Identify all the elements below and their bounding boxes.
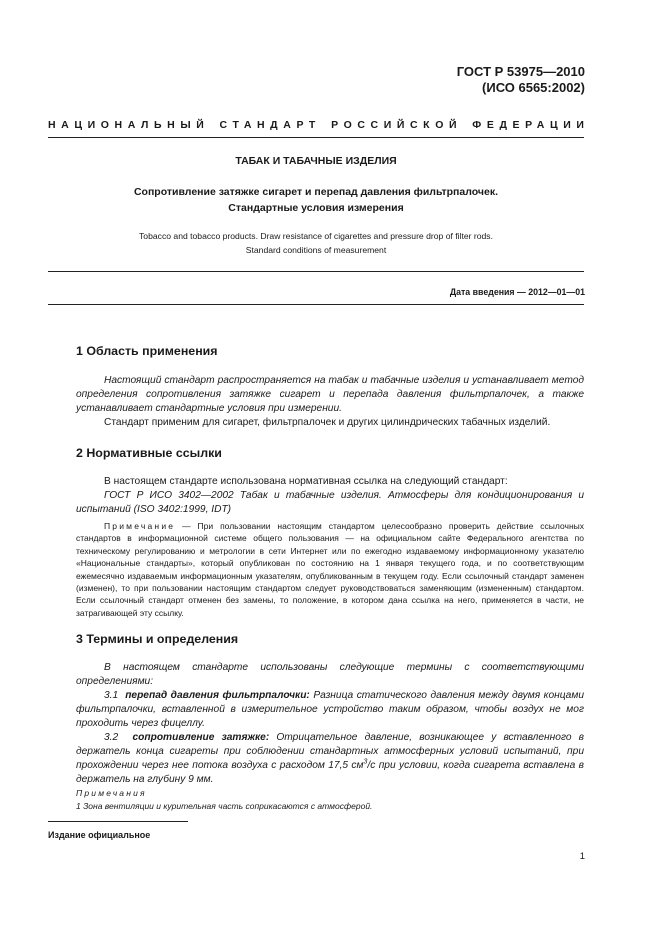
gost-number: ГОСТ Р 53975—2010 [456,64,585,79]
section-3-paragraph: В настоящем стандарте использованы следующие термины с соответствующими определениями: [76,662,584,687]
document-subtitle [48,184,584,216]
gost-designation [457,64,585,96]
term-definition [76,689,584,731]
section-2-note [76,520,584,619]
standard-word: РОССИЙСКОЙ [331,119,463,131]
footer-rule [48,821,188,822]
note-item: 1 Зона вентиляции и курительная часть соприкасаются с атмосферой. [76,801,373,811]
note-text: — При пользовании настоящим стандартом целесообразно проверить действие ссылочных стандартов в информационной системе общего пользования — на официальном сайте Федерального агентства по техническому регулированию и метрологии в сети Интернет или по ежегодно издаваемому информационному указателю «Национальные стандарты», который опубликован по состоянию на 1 января текущего года, и по соответствующим ежемесячно издаваемым информационным указателям, опубликованным в текущем году. Если ссылочный стандарт заменен (изменен), то при пользовании настоящим стандартом следует руководствоваться заменяющим (измененным) стандартом. Если ссылочный стандарт отменен без замены, то положение, в котором дана ссылка на него, применяется в части, не затрагивающей эту ссылку. [76,521,584,618]
title-rule [48,271,584,272]
standard-line [48,119,590,131]
section-3-heading: 3 Термины и определения [76,632,239,646]
standard-word: ФЕДЕРАЦИИ [472,119,590,131]
edition-label: Издание официальное [48,830,151,840]
page-number: 1 [579,851,585,862]
section-2-heading: 2 Нормативные ссылки [76,446,222,460]
date-rule [48,304,584,305]
section-3-body [76,661,584,787]
notes-label: Примечания [76,788,147,798]
term-text: Отрицательное давление, возникающее у вставленного в держатель конца сигареты при соблюдении стандартных атмосферных условий испытаний, при прохождении через нее потока воздуха с расходом 17,5 см [76,732,584,771]
term-name: перепад давления фильтрпалочки: [125,690,310,701]
section-1-paragraph: Стандарт применим для сигарет, фильтрпалочек и других цилиндрических табачных изделий. [104,417,551,428]
section-2-paragraph: В настоящем стандарте использована нормативная ссылка на следующий стандарт: [104,476,508,487]
english-title [48,229,584,257]
english-title-line: Tobacco and tobacco products. Draw resistance of cigarettes and pressure drop of filter rods. [139,231,493,241]
term-definition [76,731,584,787]
term-text: Разница статического давления между двумя концами фильтрпалочки, вставленной в измерительное устройство таким образом, чтобы воздух не мог проходить через фицеллу. [76,690,584,729]
section-1-paragraph: Настоящий стандарт распространяется на табак и табачные изделия и устанавливает метод определения сопротивления затяжке сигарет и перепада давления фильтрпалочек, а также устанавливает стандартные условия при измерении. [76,375,584,414]
term-name: сопротивление затяжке: [132,732,270,743]
section-1-body [76,374,584,430]
standard-word: НАЦИОНАЛЬНЫЙ [48,119,210,131]
english-title-line: Standard conditions of measurement [245,245,387,255]
note-label: Примечание [104,521,176,531]
section-2-body [76,475,584,517]
header-rule [48,137,584,138]
section-3-notes [76,787,584,813]
superscript: 3 [363,758,368,766]
subtitle-line: Сопротивление затяжке сигарет и перепад давления фильтрпалочек. [133,186,499,198]
section-1-heading: 1 Область применения [76,344,218,358]
term-number: 3.1 [104,690,119,701]
standard-word: СТАНДАРТ [219,119,321,131]
introduction-date: Дата введения — 2012—01—01 [449,287,585,297]
term-text: /с при условии, когда сигарета вставлена в держатель на глубину 9 мм. [76,760,584,785]
iso-number: (ИСО 6565:2002) [482,80,585,95]
subtitle-line: Стандартные условия измерения [228,202,404,214]
document-title: ТАБАК И ТАБАЧНЫЕ ИЗДЕЛИЯ [235,155,397,167]
term-number: 3.2 [104,732,119,743]
normative-reference: ГОСТ Р ИСО 3402—2002 Табак и табачные изделия. Атмосферы для кондиционирования и испытаний (ISO 3402:1999, IDT) [76,490,584,515]
